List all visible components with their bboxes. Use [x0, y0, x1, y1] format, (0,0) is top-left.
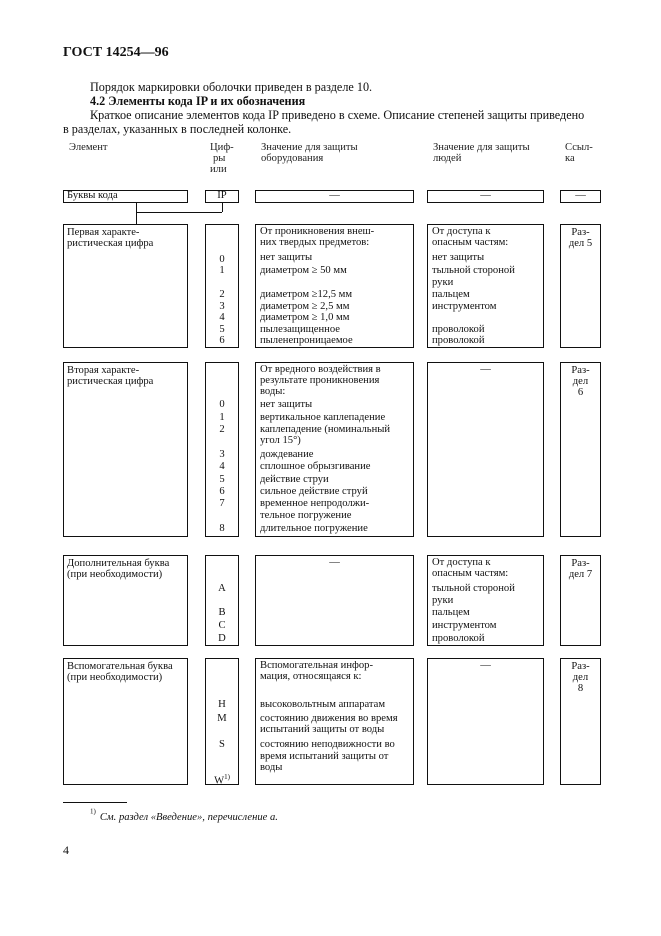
supplementary-ref-l1: Раз- [571, 661, 590, 672]
col-equip-l1: Значение для защиты [261, 142, 358, 153]
second-label-l1: Вторая характе- [67, 365, 140, 376]
second-digit-7: 7 [219, 498, 225, 509]
first-digit-4: 4 [219, 312, 225, 323]
first-people-l2: опасным частям: [432, 237, 509, 248]
col-header-element: Элемент [69, 142, 108, 153]
first-digit-6: 6 [219, 335, 225, 346]
code-equip-dash: — [329, 190, 340, 201]
additional-letter-b: B [218, 607, 226, 618]
second-digit-people-box [427, 362, 544, 537]
paragraph-line-1: Краткое описание элементов кода IP приведено в схеме. Описание степеней защиты приведено [90, 108, 585, 122]
supplementary-ref-l2: дел [572, 672, 589, 683]
col-ref-l2: ка [565, 153, 575, 165]
first-digit-2: 2 [219, 289, 225, 300]
code-people-box [427, 190, 544, 203]
first-equip-l7: диаметром ≥ 1,0 мм [260, 312, 350, 323]
supplementary-equip-l8: воды [260, 762, 283, 773]
second-equip-l8: дождевание [260, 449, 314, 460]
supplementary-people-box [427, 658, 544, 785]
col-equip-l2: оборудования [261, 153, 324, 165]
second-ref-l2: дел [572, 376, 589, 387]
additional-people-l5: пальцем [432, 607, 470, 618]
col-header-ref [565, 142, 593, 164]
footnote-rule [63, 802, 127, 803]
first-digit-label-box [63, 224, 188, 348]
additional-ref-box [560, 555, 601, 646]
first-people-l5: руки [432, 277, 454, 288]
first-people-l9: проволокой [432, 335, 485, 346]
col-digits-l1: Циф- [210, 142, 234, 153]
first-ref-l1: Раз- [571, 227, 590, 238]
second-equip-l1: От вредного воздействия в [260, 364, 381, 375]
additional-people-l3: тыльной стороной [432, 583, 515, 594]
col-people-l1: Значение для защиты [433, 142, 530, 153]
additional-equip-dash: — [329, 557, 340, 568]
second-equip-l13: тельное погружение [260, 510, 352, 521]
first-equip-l5: диаметром ≥12,5 мм [260, 289, 353, 300]
document-header: ГОСТ 14254—96 [63, 45, 169, 60]
additional-people-l2: опасным частям: [432, 568, 509, 579]
supplementary-letter-m: M [217, 713, 227, 724]
col-header-people [433, 142, 530, 164]
code-ref-box [560, 190, 601, 203]
first-people-l6: пальцем [432, 289, 470, 300]
col-digits-l2: ры [213, 153, 226, 165]
supplementary-label-l2: (при необходимости) [67, 672, 163, 683]
additional-people-l6: инструментом [432, 620, 497, 631]
footnote [90, 807, 278, 825]
second-digit-label-box [63, 362, 188, 537]
additional-equip-box [255, 555, 414, 646]
code-ip-box [205, 190, 239, 203]
first-equip-l3: нет защиты [260, 252, 313, 263]
footnote-ref-mark: 1) [224, 773, 230, 781]
first-people-l8: проволокой [432, 324, 485, 335]
code-ip: IP [217, 190, 227, 201]
first-equip-l6: диаметром ≥ 2,5 мм [260, 301, 350, 312]
second-digit-equip-box [255, 362, 414, 537]
additional-ref-l2: дел 7 [568, 569, 593, 580]
additional-ref-l1: Раз- [571, 558, 590, 569]
supplementary-letter-w [207, 771, 237, 788]
code-ref-dash: — [575, 190, 586, 201]
supplementary-equip-l5: испытаний защиты от воды [260, 724, 385, 735]
second-digit-5: 5 [219, 474, 225, 485]
additional-letter-d: D [218, 633, 226, 644]
first-digit-people-box [427, 224, 544, 348]
first-equip-l9: пыленепроницаемое [260, 335, 353, 346]
second-equip-l14: длительное погружение [260, 523, 368, 534]
first-equip-l4: диаметром ≥ 50 мм [260, 265, 347, 276]
supplementary-equip-l4: состоянию движения во время [260, 713, 398, 724]
first-digit-5: 5 [219, 324, 225, 335]
footnote-mark: 1) [90, 807, 96, 816]
second-equip-l6: каплепадение (номинальный [260, 424, 391, 435]
connector-ip [222, 202, 223, 212]
first-equip-l8: пылезащищенное [260, 324, 340, 335]
intro-text: Порядок маркировки оболочки приведен в разделе 10. [90, 80, 373, 94]
col-digits-l3: или [210, 164, 227, 176]
code-label: Буквы кода [67, 190, 118, 201]
additional-letter-c: C [218, 620, 226, 631]
first-people-l7: инструментом [432, 301, 497, 312]
second-digit-0: 0 [219, 399, 225, 410]
supplementary-label-l1: Вспомогательная буква [67, 661, 173, 672]
supplementary-equip-l7: время испытаний защиты от [260, 751, 389, 762]
first-digit-values-box [205, 224, 239, 348]
supplementary-letters-box [205, 658, 239, 785]
supplementary-equip-l6: состоянию неподвижности во [260, 739, 395, 750]
col-header-digits [210, 142, 234, 176]
supplementary-equip-l2: мация, относящаяся к: [260, 671, 362, 682]
supplementary-letter-w-text: W [214, 775, 225, 787]
supplementary-equip-box [255, 658, 414, 785]
first-equip-l1: От проникновения внеш- [260, 226, 375, 237]
additional-people-l4: руки [432, 595, 454, 606]
footnote-text: См. раздел «Введение», перечисление а. [99, 812, 278, 823]
second-digit-ref-box [560, 362, 601, 537]
second-equip-l2: результате проникновения [260, 375, 380, 386]
second-ref-l3: 6 [577, 387, 584, 398]
additional-letters-box [205, 555, 239, 646]
first-people-l1: От доступа к [432, 226, 491, 237]
second-equip-l4: нет защиты [260, 399, 313, 410]
second-digit-3: 3 [219, 449, 225, 460]
second-digit-values-box [205, 362, 239, 537]
first-people-l3: нет защиты [432, 252, 485, 263]
second-equip-l5: вертикальное каплепадение [260, 412, 386, 423]
additional-label-l1: Дополнительная буква [67, 558, 170, 569]
first-people-l4: тыльной стороной [432, 265, 515, 276]
first-digit-0: 0 [219, 254, 225, 265]
first-ref-l2: дел 5 [568, 238, 593, 249]
supplementary-letter-h: H [218, 699, 226, 710]
additional-label-l2: (при необходимости) [67, 569, 163, 580]
second-label-l2: ристическая цифра [67, 376, 154, 387]
second-equip-l12: временное непродолжи- [260, 498, 370, 509]
supplementary-people-dash: — [480, 660, 491, 671]
additional-people-l1: От доступа к [432, 557, 491, 568]
supplementary-ref-box [560, 658, 601, 785]
additional-people-l7: проволокой [432, 633, 485, 644]
supplementary-letter-s: S [219, 739, 225, 750]
col-people-l2: людей [433, 153, 462, 165]
first-equip-l2: них твердых предметов: [260, 237, 370, 248]
code-equip-box [255, 190, 414, 203]
first-digit-equip-box [255, 224, 414, 348]
code-label-box [63, 190, 188, 203]
first-digit-ref-box [560, 224, 601, 348]
paragraph-line-2: в разделах, указанных в последней колонке. [63, 122, 292, 136]
second-digit-6: 6 [219, 486, 225, 497]
second-digit-1: 1 [219, 412, 225, 423]
col-ref-l1: Ссыл- [565, 142, 593, 153]
second-equip-l10: действие струи [260, 474, 329, 485]
code-people-dash: — [480, 190, 491, 201]
second-equip-l11: сильное действие струй [260, 486, 368, 497]
second-equip-l7: угол 15°) [260, 435, 301, 446]
first-label-l1: Первая характе- [67, 227, 140, 238]
page-number: 4 [63, 843, 69, 857]
additional-letter-a: A [218, 583, 226, 594]
first-label-l2: ристическая цифра [67, 238, 154, 249]
col-header-equipment [261, 142, 358, 164]
second-digit-8: 8 [219, 523, 225, 534]
second-digit-2: 2 [219, 424, 225, 435]
second-equip-l3: воды: [260, 386, 286, 397]
supplementary-label-box [63, 658, 188, 785]
first-digit-3: 3 [219, 301, 225, 312]
second-digit-4: 4 [219, 461, 225, 472]
second-equip-l9: сплошное обрызгивание [260, 461, 371, 472]
connector-horizontal [136, 212, 222, 213]
section-title: 4.2 Элементы кода IP и их обозначения [90, 94, 306, 108]
second-ref-l1: Раз- [571, 365, 590, 376]
supplementary-equip-l3: высоковольтным аппаратам [260, 699, 386, 710]
second-people-dash: — [480, 364, 491, 375]
connector-main [136, 202, 137, 226]
supplementary-equip-l1: Вспомогательная инфор- [260, 660, 373, 671]
additional-people-box [427, 555, 544, 646]
first-digit-1: 1 [219, 265, 225, 276]
additional-label-box [63, 555, 188, 646]
supplementary-ref-l3: 8 [577, 683, 584, 694]
